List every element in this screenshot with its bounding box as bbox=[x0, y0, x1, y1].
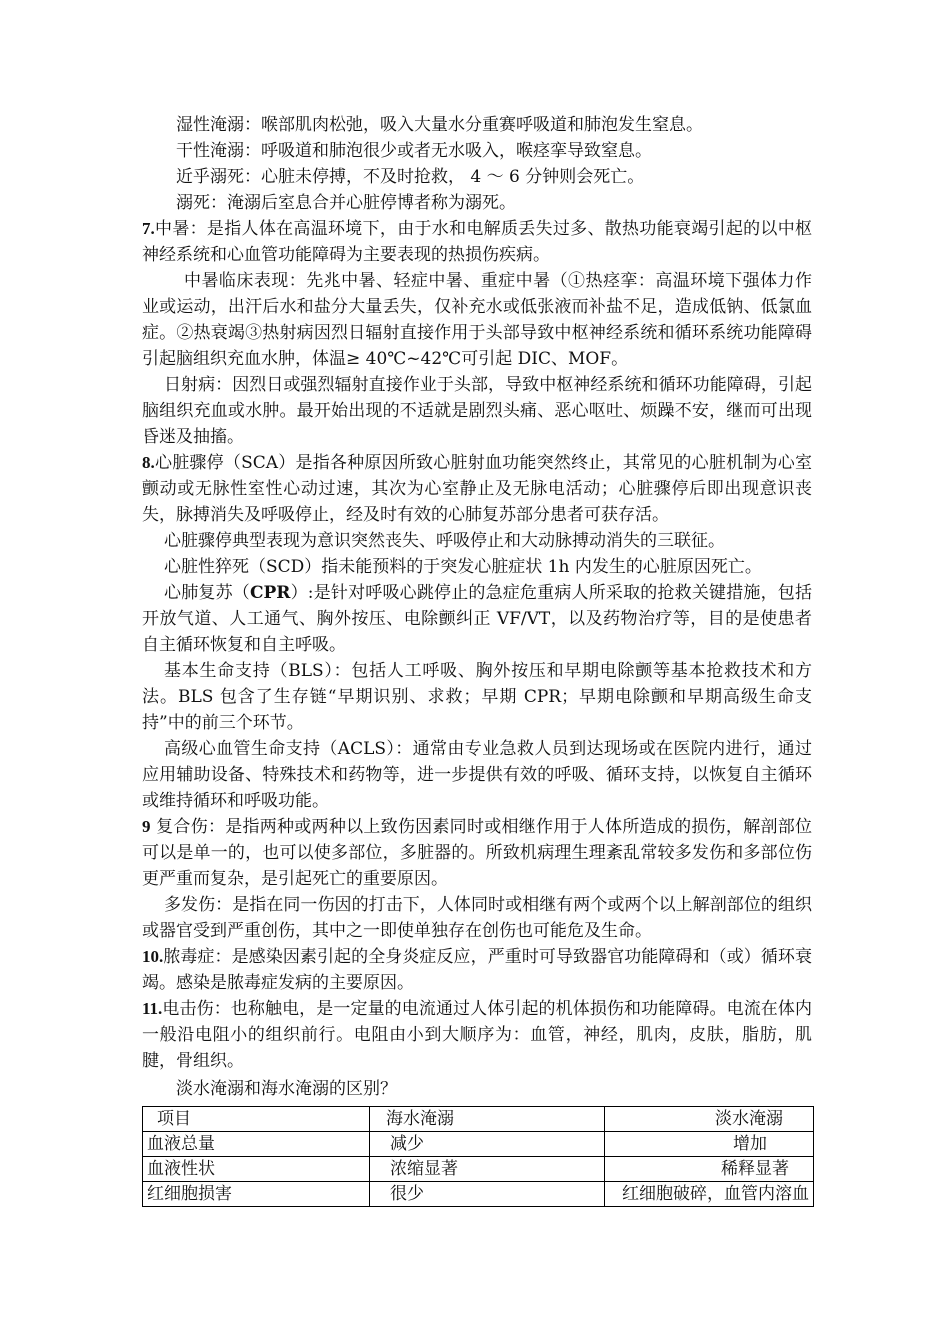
table-cell: 红细胞破碎，血管内溶血 bbox=[605, 1182, 814, 1207]
paragraph-text: 脓毒症：是感染因素引起的全身炎症反应，严重时可导致器官功能障碍和（或）循环衰竭。感染是脓毒症发病的主要原因。 bbox=[142, 947, 812, 993]
table-row bbox=[143, 1182, 814, 1207]
paragraph bbox=[142, 736, 812, 814]
paragraph bbox=[142, 814, 812, 892]
paragraph bbox=[142, 164, 812, 190]
paragraph bbox=[142, 138, 812, 164]
table-cell: 血液总量 bbox=[143, 1132, 370, 1157]
paragraph bbox=[142, 892, 812, 944]
paragraph bbox=[142, 112, 812, 138]
paragraph bbox=[142, 268, 812, 372]
section-number: 7. bbox=[142, 219, 155, 238]
paragraph bbox=[142, 658, 812, 736]
paragraph bbox=[142, 554, 812, 580]
paragraph-text: 日射病：因烈日或强烈辐射直接作业于头部，导致中枢神经系统和循环功能障碍，引起脑组织充血或水肿。最开始出现的不适就是剧烈头痛、恶心呕吐、烦躁不安，继而可出现昏迷及抽搐。 bbox=[142, 375, 812, 447]
paragraph-text: 复合伤：是指两种或两种以上致伤因素同时或相继作用于人体所造成的损伤，解剖部位可以是单一的，也可以使多部位，多脏器的。所致机病理生理紊乱常较多发伤和多部位伤更严重而复杂，是引起死亡的重要原因。 bbox=[142, 817, 812, 889]
table-cell: 增加 bbox=[605, 1132, 814, 1157]
paragraph bbox=[142, 372, 812, 450]
table-row bbox=[143, 1132, 814, 1157]
bold-term: CPR bbox=[249, 583, 291, 603]
section-number: 8. bbox=[142, 453, 155, 472]
paragraph-text: 干性淹溺：呼吸道和肺泡很少或者无水吸入，喉痉挛导致窒息。 bbox=[176, 141, 652, 161]
table-cell: 浓缩显著 bbox=[370, 1157, 605, 1182]
section-number: 11. bbox=[142, 999, 163, 1018]
paragraph-text: 溺死：淹溺后室息合并心脏停博者称为溺死。 bbox=[176, 193, 516, 213]
header-cell-item: 项目 bbox=[143, 1107, 370, 1132]
paragraph bbox=[142, 216, 812, 268]
paragraph-list bbox=[142, 112, 812, 1074]
paragraph-text: 心脏骤停（SCA）是指各种原因所致心脏射血功能突然终止，其常见的心脏机制为心室颤动或无脉性室性心动过速，其次为心室静止及无脉电活动；心脏骤停后即出现意识丧失，脉搏消失及呼吸停止，经及时有效的心肺复苏部分患者可获存活。 bbox=[142, 453, 812, 525]
paragraph-text: ）:是针对呼吸心跳停止的急症危重病人所采取的抢救关键措施，包括开放气道、人工通气、胸外按压、电除颤纠正 VF/VT，以及药物治疗等，目的是使患者自主循环恢复和自主呼吸。 bbox=[142, 583, 812, 655]
comparison-table bbox=[142, 1106, 814, 1207]
paragraph-text: 高级心血管生命支持（ACLS）：通常由专业急救人员到达现场或在医院内进行，通过应用辅助设备、特殊技术和药物等，进一步提供有效的呼吸、循环支持，以恢复自主循环或维持循环和呼吸功能。 bbox=[142, 739, 812, 811]
table-cell: 很少 bbox=[370, 1182, 605, 1207]
paragraph bbox=[142, 190, 812, 216]
table-header-row bbox=[143, 1107, 814, 1132]
paragraph-text: 近乎溺死：心脏未停搏，不及时抢救， 4 ～ 6 分钟则会死亡。 bbox=[176, 167, 645, 187]
paragraph-text: 心脏性猝死（SCD）指未能预料的于突发心脏症状 1h 内发生的心脏原因死亡。 bbox=[164, 557, 762, 577]
table-cell: 稀释显著 bbox=[605, 1157, 814, 1182]
paragraph bbox=[142, 580, 812, 658]
section-number: 10. bbox=[142, 947, 164, 966]
document-page bbox=[142, 112, 812, 1207]
paragraph-text: 中暑：是指人体在高温环境下，由于水和电解质丢失过多、散热功能衰竭引起的以中枢神经系统和心血管功能障碍为主要表现的热损伤疾病。 bbox=[142, 219, 812, 265]
header-cell-freshwater: 淡水淹溺 bbox=[605, 1107, 814, 1132]
paragraph-text: 湿性淹溺：喉部肌肉松弛，吸入大量水分重赛呼吸道和肺泡发生窒息。 bbox=[176, 115, 703, 135]
table-cell: 减少 bbox=[370, 1132, 605, 1157]
paragraph bbox=[142, 996, 812, 1074]
table-row bbox=[143, 1157, 814, 1182]
paragraph bbox=[142, 944, 812, 996]
table-caption: 淡水淹溺和海水淹溺的区别？ bbox=[176, 1079, 397, 1099]
header-cell-seawater: 海水淹溺 bbox=[370, 1107, 605, 1132]
paragraph-text: 心脏骤停典型表现为意识突然丧失、呼吸停止和大动脉搏动消失的三联征。 bbox=[164, 531, 725, 551]
paragraph-text: 中暑临床表现：先兆中暑、轻症中暑、重症中暑（①热痉挛：高温环境下强体力作业或运动，出汗后水和盐分大量丢失，仅补充水或低张液而补盐不足，造成低钠、低氯血症。②热衰竭③热射病因烈日辐射直接作用于头部导致中枢神经系统和循环系统功能障碍引起脑组织充血水肿，体温≥ 40℃~42℃可引起 DIC、MOF。 bbox=[142, 271, 812, 369]
paragraph-text: 基本生命支持（BLS）：包括人工呼吸、胸外按压和早期电除颤等基本抢救技术和方法。BLS 包含了生存链“早期识别、求救；早期 CPR；早期电除颤和早期高级生命支持”中的前三个环节。 bbox=[142, 661, 812, 733]
paragraph bbox=[142, 450, 812, 528]
table-cell: 血液性状 bbox=[143, 1157, 370, 1182]
section-number: 9 bbox=[142, 817, 151, 836]
paragraph bbox=[142, 528, 812, 554]
paragraph-text: 多发伤：是指在同一伤因的打击下，人体同时或相继有两个或两个以上解剖部位的组织或器官受到严重创伤，其中之一即使单独存在创伤也可能危及生命。 bbox=[142, 895, 812, 941]
table-cell: 红细胞损害 bbox=[143, 1182, 370, 1207]
paragraph-prefix: 心肺复苏（ bbox=[164, 583, 250, 603]
paragraph-text: 电击伤：也称触电，是一定量的电流通过人体引起的机体损伤和功能障碍。电流在体内一般沿电阻小的组织前行。电阻由小到大顺序为：血管，神经，肌肉，皮肤，脂肪，肌腱，骨组织。 bbox=[142, 999, 812, 1071]
